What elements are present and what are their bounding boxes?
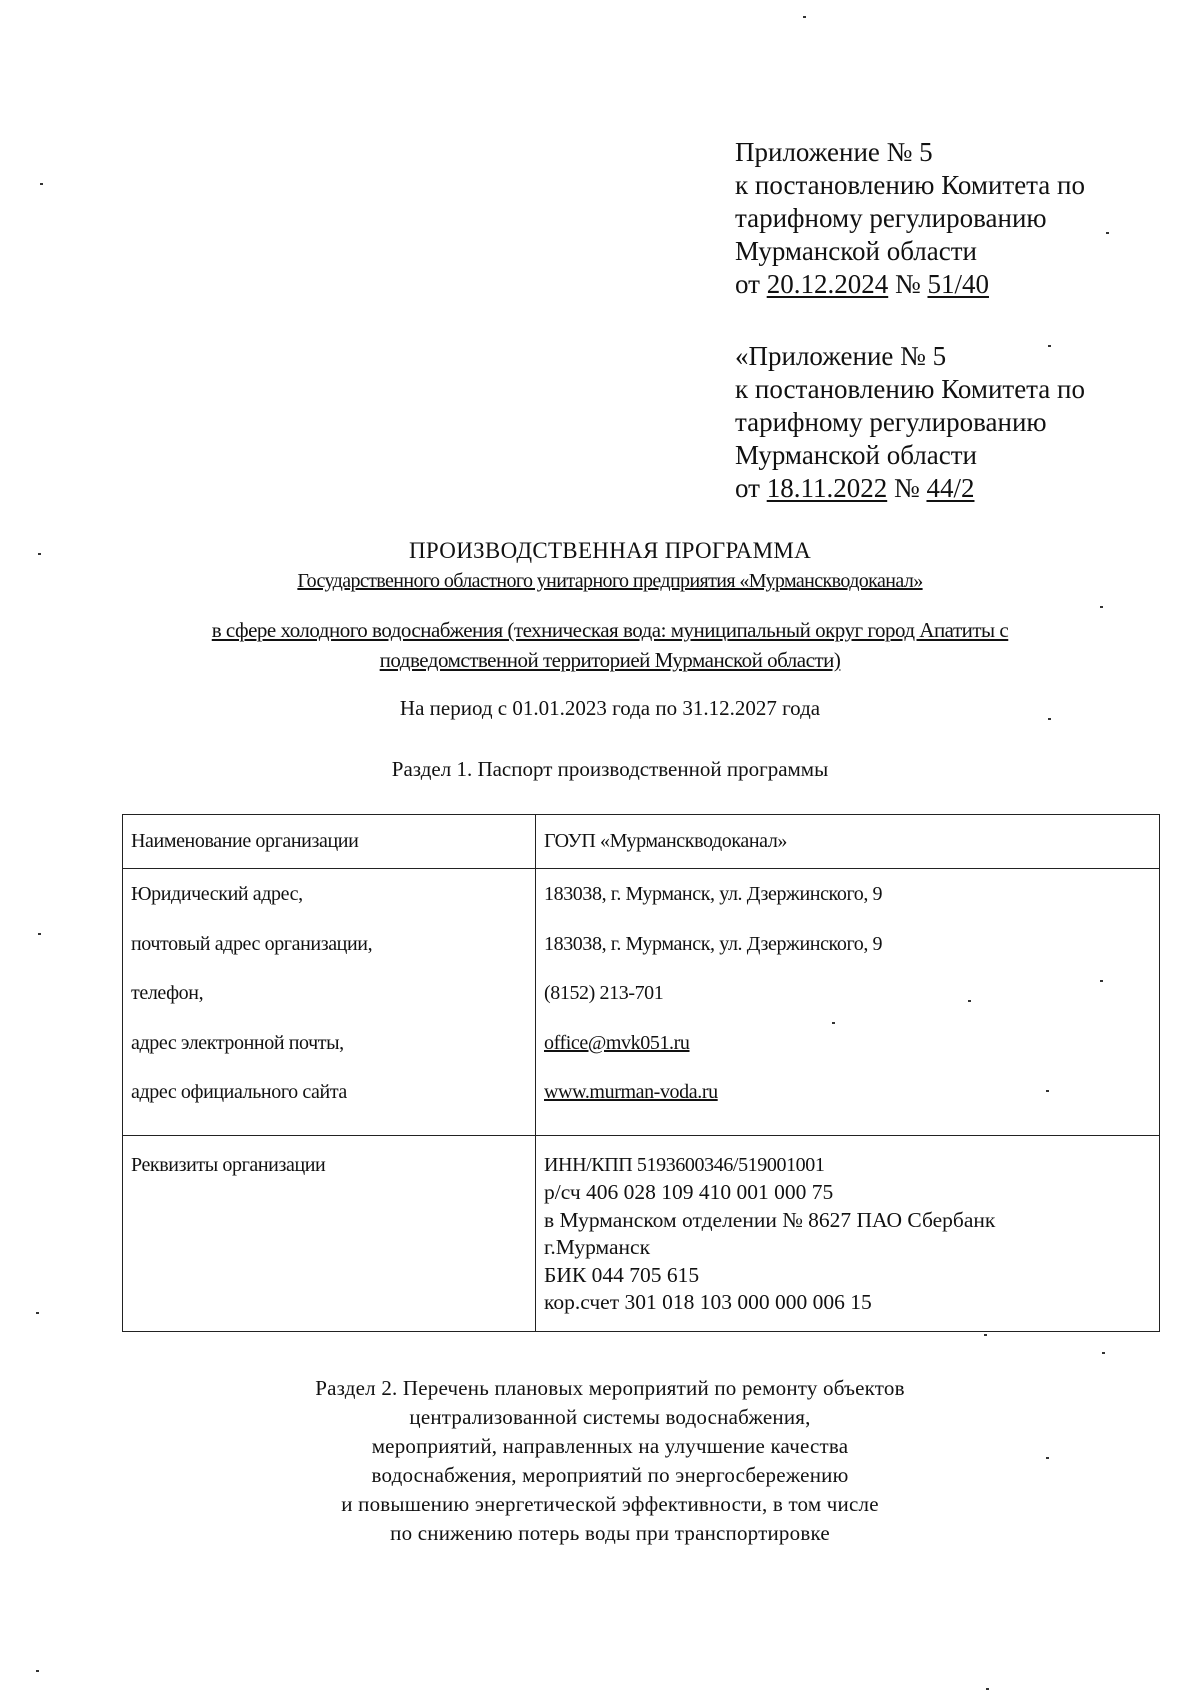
scan-speck xyxy=(1046,1090,1049,1092)
phone-value: (8152) 213-701 xyxy=(544,982,664,1004)
scan-speck xyxy=(1048,718,1051,720)
appendix-original-number: 44/2 xyxy=(926,473,975,503)
scan-speck xyxy=(38,553,41,555)
contacts-label-cell xyxy=(123,869,536,1136)
section2-heading xyxy=(200,1374,1020,1548)
section2-line: по снижению потерь воды при транспортировке xyxy=(390,1521,830,1545)
program-sphere-line1: в сфере холодного водоснабжения (техническая вода: муниципальный округ город Апатиты с xyxy=(211,618,1009,642)
website-label: адрес официального сайта xyxy=(131,1081,347,1103)
table-row xyxy=(123,1135,1160,1331)
section2-line: Раздел 2. Перечень плановых мероприятий по ремонту объектов xyxy=(315,1376,905,1400)
email-link[interactable]: office@mvk051.ru xyxy=(544,1031,690,1054)
org-name-label-cell xyxy=(123,815,536,869)
section1-heading: Раздел 1. Паспорт производственной программы xyxy=(391,757,829,781)
appendix-current-date-prefix: от xyxy=(735,269,767,299)
table-row xyxy=(123,869,1160,1136)
scan-speck xyxy=(1048,345,1051,347)
section2-line: централизованной системы водоснабжения, xyxy=(409,1405,811,1429)
appendix-current-line2: к постановлению Комитета по xyxy=(735,170,1085,200)
org-name-value: ГОУП «Мурманскводоканал» xyxy=(544,830,787,852)
requisites-account: р/сч 406 028 109 410 001 000 75 xyxy=(544,1180,834,1204)
requisites-bank: в Мурманском отделении № 8627 ПАО Сбербанк xyxy=(544,1207,996,1232)
requisites-corr-account: кор.счет 301 018 103 000 000 006 15 xyxy=(544,1290,872,1314)
requisites-bik: БИК 044 705 615 xyxy=(544,1262,700,1287)
scan-speck xyxy=(36,1312,39,1314)
table-row xyxy=(123,815,1160,869)
program-period: На период с 01.01.2023 года по 31.12.2027 года xyxy=(399,696,821,720)
appendix-original-date-prefix: от xyxy=(735,473,767,503)
appendix-original-number-prefix: № xyxy=(887,473,927,503)
requisites-label-cell xyxy=(123,1135,536,1331)
scan-speck xyxy=(1106,232,1109,234)
postal-address-label: почтовый адрес организации, xyxy=(131,932,373,955)
scan-speck xyxy=(832,1022,835,1024)
appendix-current-line4: Мурманской области xyxy=(735,236,977,266)
phone-label: телефон, xyxy=(131,982,204,1004)
org-name-label: Наименование организации xyxy=(131,830,359,852)
org-name-value-cell xyxy=(536,815,1160,869)
appendix-original-date: 18.11.2022 xyxy=(766,473,888,503)
appendix-current-date-line xyxy=(735,268,1155,301)
appendix-current xyxy=(735,136,1155,301)
requisites-label: Реквизиты организации xyxy=(131,1153,326,1176)
scan-speck xyxy=(36,1670,39,1672)
legal-address-label: Юридический адрес, xyxy=(131,883,303,905)
program-sphere-line2: подведомственной территорией Мурманской области) xyxy=(379,648,841,672)
program-title: ПРОИЗВОДСТВЕННАЯ ПРОГРАММА xyxy=(409,538,811,563)
appendix-current-line1: Приложение № 5 xyxy=(735,137,933,167)
program-sphere xyxy=(150,615,1070,675)
appendix-original xyxy=(735,340,1155,505)
appendix-original-line3: тарифному регулированию xyxy=(735,407,1047,437)
legal-address-value: 183038, г. Мурманск, ул. Дзержинского, 9 xyxy=(544,883,883,905)
appendix-current-line3: тарифному регулированию xyxy=(735,203,1047,233)
passport-table xyxy=(122,814,1160,1332)
program-organization: Государственного областного унитарного предприятия «Мурманскводоканал» xyxy=(297,570,923,592)
appendix-original-line2: к постановлению Комитета по xyxy=(735,374,1085,404)
postal-address-value: 183038, г. Мурманск, ул. Дзержинского, 9 xyxy=(544,932,883,955)
scan-speck xyxy=(1046,1457,1049,1459)
requisites-value-cell xyxy=(536,1135,1160,1331)
appendix-original-line1: «Приложение № 5 xyxy=(735,341,947,371)
scan-speck xyxy=(968,1000,971,1002)
scan-speck xyxy=(986,1688,989,1690)
appendix-current-date: 20.12.2024 xyxy=(766,269,889,299)
appendix-original-line4: Мурманской области xyxy=(735,440,977,470)
appendix-current-number-prefix: № xyxy=(888,269,928,299)
scan-speck xyxy=(803,16,806,18)
section2-line: мероприятий, направленных на улучшение качества xyxy=(371,1434,849,1458)
scan-speck xyxy=(38,933,41,935)
section2-line: и повышению энергетической эффективности, в том числе xyxy=(341,1492,879,1516)
website-link[interactable]: www.murman-voda.ru xyxy=(544,1081,718,1103)
scan-speck xyxy=(984,1334,987,1336)
requisites-city: г.Мурманск xyxy=(544,1235,651,1259)
scan-speck xyxy=(1102,1352,1105,1354)
appendix-current-number: 51/40 xyxy=(927,269,989,299)
scan-speck xyxy=(40,183,43,185)
scan-speck xyxy=(1100,606,1103,608)
section2-line: водоснабжения, мероприятий по энергосбережению xyxy=(371,1463,849,1487)
email-label: адрес электронной почты, xyxy=(131,1031,344,1054)
requisites-inn: ИНН/КПП 5193600346/519001001 xyxy=(544,1153,825,1176)
scan-speck xyxy=(1100,980,1103,982)
contacts-value-cell xyxy=(536,869,1160,1136)
appendix-original-date-line xyxy=(735,472,1155,505)
